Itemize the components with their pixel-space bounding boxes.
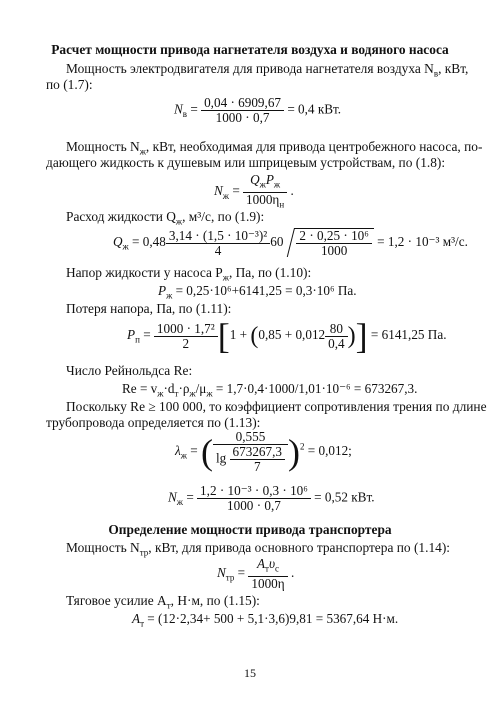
section-title-conveyor: Определение мощности привода транспортера	[108, 522, 392, 537]
paragraph-traction: Тяговое усилие $A_т$, Н·м, по (1.15):	[66, 593, 260, 611]
formula-pressure-loss: $P_п$ = $\frac{\text{1000 · 1,7²}}{2}$ [1 + (0,85 + 0,012 $\frac{80}{0,4}$ )] = 6141,25 Па.	[127, 316, 447, 356]
paragraph-reynolds: Число Рейнольдса Re:	[66, 363, 193, 378]
formula-conveyor-power: $N_{тр}$ = $\frac{A_т\upsilon_c}{1000\eta}$ .	[217, 556, 295, 591]
paragraph-motor-power: Мощность электродвигателя для привода нагнетателя воздуха $N_в$, кВт,	[66, 61, 469, 79]
page-number: 15	[244, 666, 256, 680]
formula-air-blower-power: $N_в$ = $\frac{0,04 \cdot 6909,67}{1000 \cdot 0,7}$ = 0,4 кВт.	[174, 95, 342, 125]
paragraph-conveyor-power: Мощность $N_{тр}$, кВт, для привода основного транспортера по (1.14):	[66, 540, 451, 558]
paragraph-flow-rate: Расход жидкости $Q_ж$, м³/с, по (1.9):	[66, 209, 265, 227]
paragraph-pressure: Напор жидкости у насоса $P_ж$, Па, по (1.10):	[66, 265, 312, 283]
paragraph-pressure-loss: Потеря напора, Па, по (1.11):	[66, 301, 232, 316]
paragraph-pump-power-line2: дающего жидкость к душевым или шприцевым устройствам, по (1.8):	[46, 155, 446, 170]
paragraph-pump-power: Мощность $N_ж$, кВт, необходимая для привода центробежного насоса, по-	[66, 139, 483, 157]
formula-pump-power: $N_ж$ = $\frac{Q_жP_ж}{1000\eta_н}$ .	[214, 172, 294, 210]
paragraph-friction: Поскольку Re ≥ 100 000, то коэффициент сопротивления трения по длине	[66, 399, 487, 414]
formula-flow-rate: $Q_ж = 0,48$ $\frac{\text{3,14 · (1,5 · 10⁻³)²}}{4}$ 60 $\frac{\text{2 · 0,25 · 10⁶}}{1000}$ = 1,2 · 10⁻³ м³/с.	[113, 227, 468, 258]
formula-reynolds: $Re = v_ж\cdot d_т\cdot\rho_ж/\mu_ж = 1,7\cdot 0,4\cdot 1000/1,01\cdot 10^{-6} = 673267,3$.	[122, 381, 418, 399]
paragraph-friction-line2: трубопровода определяется по (1.13):	[46, 415, 261, 430]
formula-pressure: $P_ж = 0,25\cdot 10^6+6141,25 = 0,3\cdot 10^6$ Па.	[158, 283, 357, 301]
formula-pump-power-result: $N_ж$ = $\frac{\text{1,2 · 10⁻³ · 0,3 · 10⁶}}{1000 \cdot 0,7}$ = 0,52 кВт.	[168, 483, 375, 513]
formula-traction: $A_т = (12\cdot 2,34+ 500 + 5,1\cdot 3,6)9,81 = 5367,64$ Н·м.	[132, 611, 399, 629]
formula-friction-coef: $\lambda_ж$ = ( 0,555 lg $\frac{673267,3}{7}$ )$^2$ = 0,012;	[175, 429, 352, 474]
section-title-air-water: Расчет мощности привода нагнетателя воздуха и водяного насоса	[51, 42, 449, 57]
paragraph-motor-power-ref: по (1.7):	[46, 77, 93, 92]
